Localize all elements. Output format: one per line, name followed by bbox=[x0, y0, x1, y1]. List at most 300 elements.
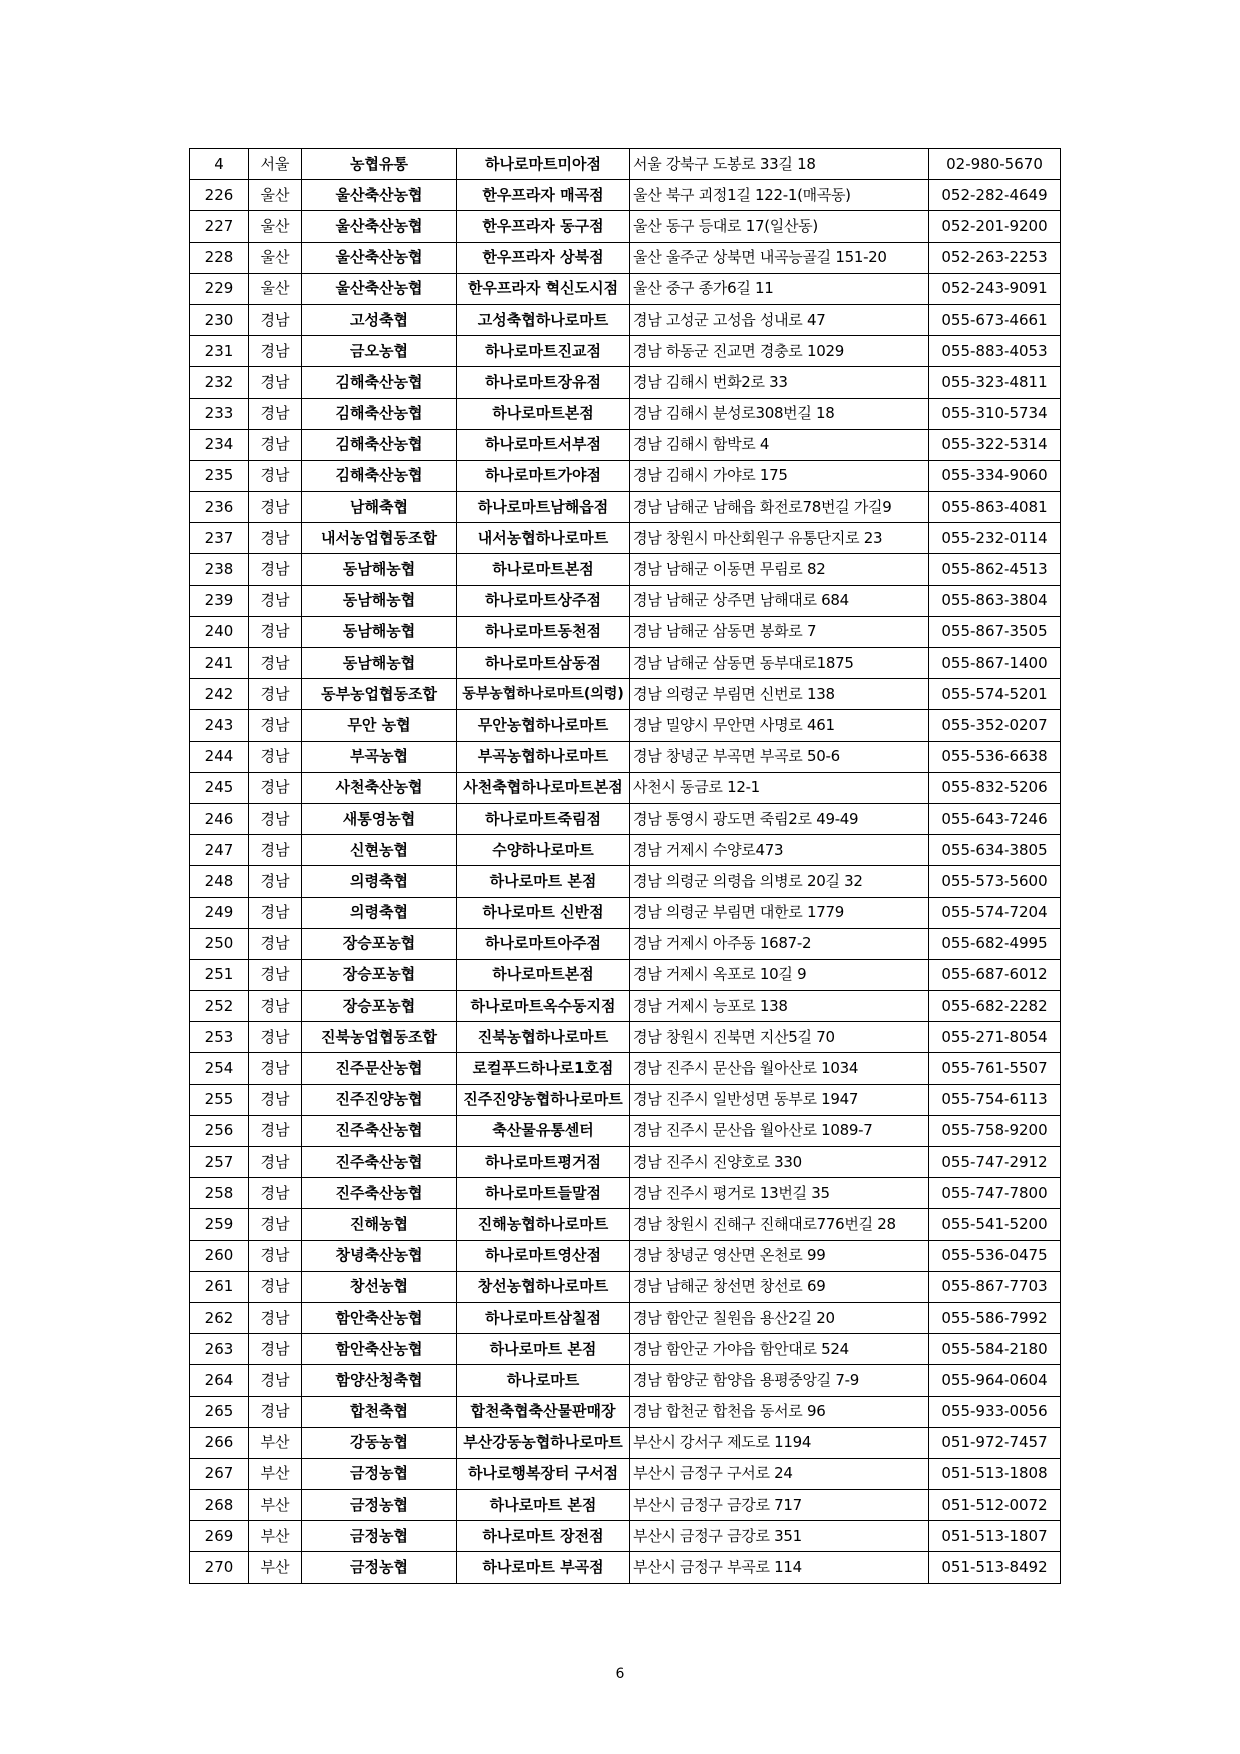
address-cell: 부산시 강서구 제도로 1194 bbox=[630, 1427, 929, 1458]
address-cell: 울산 중구 종가6길 11 bbox=[630, 273, 929, 304]
cooperative-cell: 남해축협 bbox=[302, 492, 457, 523]
table-body bbox=[190, 149, 1061, 1584]
row-number: 236 bbox=[190, 492, 249, 523]
cooperative-cell: 함안축산농협 bbox=[302, 1334, 457, 1365]
row-number: 232 bbox=[190, 367, 249, 398]
phone-cell: 055-761-5507 bbox=[929, 1053, 1061, 1084]
cooperative-cell: 진주문산농협 bbox=[302, 1053, 457, 1084]
cooperative-cell: 진북농업협동조합 bbox=[302, 1022, 457, 1053]
store-name-cell: 하나로마트미아점 bbox=[457, 149, 630, 180]
store-list-table bbox=[189, 148, 1061, 1584]
table-row bbox=[190, 1427, 1061, 1458]
table-row bbox=[190, 1053, 1061, 1084]
row-number: 255 bbox=[190, 1084, 249, 1115]
row-number: 264 bbox=[190, 1365, 249, 1396]
address-cell: 경남 남해군 삼동면 봉화로 7 bbox=[630, 616, 929, 647]
store-name-cell: 하나로마트본점 bbox=[457, 554, 630, 585]
store-name-cell: 부곡농협하나로마트 bbox=[457, 741, 630, 772]
cooperative-cell: 고성축협 bbox=[302, 304, 457, 335]
store-name-cell: 하나로마트진교점 bbox=[457, 336, 630, 367]
row-number: 259 bbox=[190, 1209, 249, 1240]
region-cell: 경남 bbox=[249, 1396, 302, 1427]
phone-cell: 055-863-4081 bbox=[929, 492, 1061, 523]
page-number: 6 bbox=[615, 1666, 625, 1682]
store-name-cell: 하나로마트아주점 bbox=[457, 928, 630, 959]
region-cell: 경남 bbox=[249, 367, 302, 398]
address-cell: 경남 의령군 부림면 대한로 1779 bbox=[630, 897, 929, 928]
phone-cell: 055-682-2282 bbox=[929, 991, 1061, 1022]
row-number: 227 bbox=[190, 211, 249, 242]
store-name-cell: 창선농협하나로마트 bbox=[457, 1271, 630, 1302]
store-name-cell: 하나로마트옥수동지점 bbox=[457, 991, 630, 1022]
cooperative-cell: 무안 농협 bbox=[302, 710, 457, 741]
row-number: 238 bbox=[190, 554, 249, 585]
cooperative-cell: 진주진양농협 bbox=[302, 1084, 457, 1115]
table-row bbox=[190, 1396, 1061, 1427]
cooperative-cell: 장승포농협 bbox=[302, 959, 457, 990]
cooperative-cell: 내서농업협동조합 bbox=[302, 523, 457, 554]
table-row bbox=[190, 1490, 1061, 1521]
cooperative-cell: 새통영농협 bbox=[302, 803, 457, 834]
table-row bbox=[190, 149, 1061, 180]
address-cell: 경남 진주시 평거로 13번길 35 bbox=[630, 1178, 929, 1209]
region-cell: 경남 bbox=[249, 772, 302, 803]
phone-cell: 055-323-4811 bbox=[929, 367, 1061, 398]
store-name-cell: 하나로마트 장전점 bbox=[457, 1521, 630, 1552]
store-name-cell: 하나로마트본점 bbox=[457, 398, 630, 429]
store-name-cell: 하나로마트 bbox=[457, 1365, 630, 1396]
region-cell: 부산 bbox=[249, 1490, 302, 1521]
phone-cell: 055-634-3805 bbox=[929, 835, 1061, 866]
store-name-cell: 동부농협하나로마트(의령) bbox=[457, 679, 630, 710]
row-number: 248 bbox=[190, 866, 249, 897]
store-name-cell: 하나로마트가야점 bbox=[457, 460, 630, 491]
address-cell: 경남 통영시 광도면 죽림2로 49-49 bbox=[630, 803, 929, 834]
address-cell: 경남 창원시 진해구 진해대로776번길 28 bbox=[630, 1209, 929, 1240]
table-row bbox=[190, 1147, 1061, 1178]
table-row bbox=[190, 460, 1061, 491]
cooperative-cell: 진해농협 bbox=[302, 1209, 457, 1240]
table-row bbox=[190, 1334, 1061, 1365]
table-row bbox=[190, 616, 1061, 647]
row-number: 244 bbox=[190, 741, 249, 772]
cooperative-cell: 금정농협 bbox=[302, 1521, 457, 1552]
cooperative-cell: 동남해농협 bbox=[302, 616, 457, 647]
store-name-cell: 하나로행복장터 구서점 bbox=[457, 1458, 630, 1489]
table-row bbox=[190, 554, 1061, 585]
table-row bbox=[190, 897, 1061, 928]
store-name-cell: 하나로마트서부점 bbox=[457, 429, 630, 460]
region-cell: 경남 bbox=[249, 460, 302, 491]
row-number: 246 bbox=[190, 803, 249, 834]
phone-cell: 055-584-2180 bbox=[929, 1334, 1061, 1365]
phone-cell: 055-754-6113 bbox=[929, 1084, 1061, 1115]
region-cell: 경남 bbox=[249, 554, 302, 585]
store-name-cell: 부산강동농협하나로마트 bbox=[457, 1427, 630, 1458]
region-cell: 경남 bbox=[249, 616, 302, 647]
table-row bbox=[190, 648, 1061, 679]
row-number: 4 bbox=[190, 149, 249, 180]
phone-cell: 055-747-7800 bbox=[929, 1178, 1061, 1209]
region-cell: 경남 bbox=[249, 991, 302, 1022]
cooperative-cell: 농협유통 bbox=[302, 149, 457, 180]
phone-cell: 055-271-8054 bbox=[929, 1022, 1061, 1053]
table-row bbox=[190, 492, 1061, 523]
table-row bbox=[190, 1302, 1061, 1333]
row-number: 245 bbox=[190, 772, 249, 803]
phone-cell: 052-243-9091 bbox=[929, 273, 1061, 304]
row-number: 250 bbox=[190, 928, 249, 959]
table-row bbox=[190, 336, 1061, 367]
region-cell: 경남 bbox=[249, 398, 302, 429]
phone-cell: 052-201-9200 bbox=[929, 211, 1061, 242]
phone-cell: 055-933-0056 bbox=[929, 1396, 1061, 1427]
store-name-cell: 하나로마트동천점 bbox=[457, 616, 630, 647]
phone-cell: 055-352-0207 bbox=[929, 710, 1061, 741]
row-number: 261 bbox=[190, 1271, 249, 1302]
phone-cell: 055-862-4513 bbox=[929, 554, 1061, 585]
store-name-cell: 하나로마트 본점 bbox=[457, 1334, 630, 1365]
region-cell: 경남 bbox=[249, 429, 302, 460]
row-number: 249 bbox=[190, 897, 249, 928]
row-number: 251 bbox=[190, 959, 249, 990]
phone-cell: 055-867-7703 bbox=[929, 1271, 1061, 1302]
address-cell: 경남 거제시 수양로473 bbox=[630, 835, 929, 866]
row-number: 262 bbox=[190, 1302, 249, 1333]
row-number: 241 bbox=[190, 648, 249, 679]
store-name-cell: 하나로마트영산점 bbox=[457, 1240, 630, 1271]
cooperative-cell: 동남해농협 bbox=[302, 554, 457, 585]
address-cell: 경남 의령군 의령읍 의병로 20길 32 bbox=[630, 866, 929, 897]
region-cell: 경남 bbox=[249, 1115, 302, 1146]
address-cell: 경남 밀양시 무안면 사명로 461 bbox=[630, 710, 929, 741]
address-cell: 경남 남해군 창선면 창선로 69 bbox=[630, 1271, 929, 1302]
address-cell: 경남 거제시 능포로 138 bbox=[630, 991, 929, 1022]
region-cell: 울산 bbox=[249, 180, 302, 211]
region-cell: 경남 bbox=[249, 523, 302, 554]
address-cell: 경남 남해군 남해읍 화전로78번길 가길9 bbox=[630, 492, 929, 523]
address-cell: 경남 함안군 가야읍 함안대로 524 bbox=[630, 1334, 929, 1365]
phone-cell: 055-310-5734 bbox=[929, 398, 1061, 429]
store-name-cell: 하나로마트 부곡점 bbox=[457, 1552, 630, 1583]
cooperative-cell: 울산축산농협 bbox=[302, 273, 457, 304]
region-cell: 경남 bbox=[249, 741, 302, 772]
address-cell: 경남 함안군 칠원읍 용산2길 20 bbox=[630, 1302, 929, 1333]
region-cell: 경남 bbox=[249, 803, 302, 834]
table-row bbox=[190, 741, 1061, 772]
row-number: 234 bbox=[190, 429, 249, 460]
phone-cell: 051-512-0072 bbox=[929, 1490, 1061, 1521]
row-number: 243 bbox=[190, 710, 249, 741]
cooperative-cell: 김해축산농협 bbox=[302, 398, 457, 429]
region-cell: 부산 bbox=[249, 1552, 302, 1583]
region-cell: 경남 bbox=[249, 1334, 302, 1365]
region-cell: 경남 bbox=[249, 1209, 302, 1240]
store-name-cell: 하나로마트상주점 bbox=[457, 585, 630, 616]
store-name-cell: 하나로마트죽림점 bbox=[457, 803, 630, 834]
cooperative-cell: 김해축산농협 bbox=[302, 367, 457, 398]
table-row bbox=[190, 835, 1061, 866]
store-name-cell: 고성축협하나로마트 bbox=[457, 304, 630, 335]
cooperative-cell: 의령축협 bbox=[302, 897, 457, 928]
cooperative-cell: 금정농협 bbox=[302, 1552, 457, 1583]
region-cell: 경남 bbox=[249, 928, 302, 959]
store-name-cell: 한우프라자 매곡점 bbox=[457, 180, 630, 211]
phone-cell: 051-513-1807 bbox=[929, 1521, 1061, 1552]
store-name-cell: 하나로마트평거점 bbox=[457, 1147, 630, 1178]
table-row bbox=[190, 1209, 1061, 1240]
table-row bbox=[190, 273, 1061, 304]
region-cell: 부산 bbox=[249, 1427, 302, 1458]
phone-cell: 055-643-7246 bbox=[929, 803, 1061, 834]
region-cell: 서울 bbox=[249, 149, 302, 180]
cooperative-cell: 진주축산농협 bbox=[302, 1178, 457, 1209]
table-row bbox=[190, 429, 1061, 460]
table-row bbox=[190, 1521, 1061, 1552]
store-name-cell: 한우프라자 동구점 bbox=[457, 211, 630, 242]
cooperative-cell: 창녕축산농협 bbox=[302, 1240, 457, 1271]
store-name-cell: 하나로마트남해읍점 bbox=[457, 492, 630, 523]
phone-cell: 055-536-0475 bbox=[929, 1240, 1061, 1271]
table-row bbox=[190, 959, 1061, 990]
phone-cell: 055-232-0114 bbox=[929, 523, 1061, 554]
table-row bbox=[190, 772, 1061, 803]
table-row bbox=[190, 1365, 1061, 1396]
store-name-cell: 수양하나로마트 bbox=[457, 835, 630, 866]
cooperative-cell: 함안축산농협 bbox=[302, 1302, 457, 1333]
phone-cell: 055-322-5314 bbox=[929, 429, 1061, 460]
cooperative-cell: 의령축협 bbox=[302, 866, 457, 897]
region-cell: 울산 bbox=[249, 242, 302, 273]
cooperative-cell: 합천축협 bbox=[302, 1396, 457, 1427]
phone-cell: 055-883-4053 bbox=[929, 336, 1061, 367]
row-number: 237 bbox=[190, 523, 249, 554]
row-number: 265 bbox=[190, 1396, 249, 1427]
row-number: 269 bbox=[190, 1521, 249, 1552]
phone-cell: 055-867-1400 bbox=[929, 648, 1061, 679]
region-cell: 경남 bbox=[249, 1271, 302, 1302]
address-cell: 경남 김해시 번화2로 33 bbox=[630, 367, 929, 398]
store-name-cell: 한우프라자 상북점 bbox=[457, 242, 630, 273]
address-cell: 부산시 금정구 구서로 24 bbox=[630, 1458, 929, 1489]
address-cell: 경남 창녕군 영산면 온천로 99 bbox=[630, 1240, 929, 1271]
address-cell: 경남 김해시 함박로 4 bbox=[630, 429, 929, 460]
address-cell: 경남 함양군 함양읍 용평중앙길 7-9 bbox=[630, 1365, 929, 1396]
region-cell: 부산 bbox=[249, 1458, 302, 1489]
phone-cell: 055-541-5200 bbox=[929, 1209, 1061, 1240]
store-name-cell: 하나로마트들말점 bbox=[457, 1178, 630, 1209]
region-cell: 경남 bbox=[249, 304, 302, 335]
row-number: 260 bbox=[190, 1240, 249, 1271]
region-cell: 경남 bbox=[249, 1053, 302, 1084]
phone-cell: 055-687-6012 bbox=[929, 959, 1061, 990]
address-cell: 울산 동구 등대로 17(일산동) bbox=[630, 211, 929, 242]
address-cell: 서울 강북구 도봉로 33길 18 bbox=[630, 149, 929, 180]
row-number: 267 bbox=[190, 1458, 249, 1489]
phone-cell: 055-747-2912 bbox=[929, 1147, 1061, 1178]
region-cell: 경남 bbox=[249, 897, 302, 928]
row-number: 254 bbox=[190, 1053, 249, 1084]
address-cell: 경남 남해군 이동면 무림로 82 bbox=[630, 554, 929, 585]
store-name-cell: 하나로마트삼칠점 bbox=[457, 1302, 630, 1333]
table-row bbox=[190, 180, 1061, 211]
phone-cell: 055-758-9200 bbox=[929, 1115, 1061, 1146]
region-cell: 경남 bbox=[249, 336, 302, 367]
cooperative-cell: 금정농협 bbox=[302, 1458, 457, 1489]
table-row bbox=[190, 710, 1061, 741]
cooperative-cell: 장승포농협 bbox=[302, 991, 457, 1022]
cooperative-cell: 강동농협 bbox=[302, 1427, 457, 1458]
address-cell: 경남 창원시 마산회원구 유통단지로 23 bbox=[630, 523, 929, 554]
cooperative-cell: 동남해농협 bbox=[302, 585, 457, 616]
address-cell: 경남 창녕군 부곡면 부곡로 50-6 bbox=[630, 741, 929, 772]
store-name-cell: 하나로마트 신반점 bbox=[457, 897, 630, 928]
row-number: 253 bbox=[190, 1022, 249, 1053]
phone-cell: 051-972-7457 bbox=[929, 1427, 1061, 1458]
phone-cell: 051-513-8492 bbox=[929, 1552, 1061, 1583]
phone-cell: 055-832-5206 bbox=[929, 772, 1061, 803]
phone-cell: 055-574-7204 bbox=[929, 897, 1061, 928]
address-cell: 경남 의령군 부림면 신번로 138 bbox=[630, 679, 929, 710]
region-cell: 경남 bbox=[249, 1240, 302, 1271]
cooperative-cell: 울산축산농협 bbox=[302, 211, 457, 242]
table-row bbox=[190, 1115, 1061, 1146]
store-name-cell: 무안농협하나로마트 bbox=[457, 710, 630, 741]
row-number: 226 bbox=[190, 180, 249, 211]
store-name-cell: 축산물유통센터 bbox=[457, 1115, 630, 1146]
table-row bbox=[190, 679, 1061, 710]
table-row bbox=[190, 1458, 1061, 1489]
row-number: 270 bbox=[190, 1552, 249, 1583]
phone-cell: 02-980-5670 bbox=[929, 149, 1061, 180]
address-cell: 경남 진주시 진양호로 330 bbox=[630, 1147, 929, 1178]
cooperative-cell: 함양산청축협 bbox=[302, 1365, 457, 1396]
row-number: 242 bbox=[190, 679, 249, 710]
region-cell: 경남 bbox=[249, 866, 302, 897]
phone-cell: 051-513-1808 bbox=[929, 1458, 1061, 1489]
cooperative-cell: 사천축산농협 bbox=[302, 772, 457, 803]
address-cell: 경남 합천군 합천읍 동서로 96 bbox=[630, 1396, 929, 1427]
row-number: 231 bbox=[190, 336, 249, 367]
address-cell: 부산시 금정구 금강로 351 bbox=[630, 1521, 929, 1552]
region-cell: 경남 bbox=[249, 679, 302, 710]
table-row bbox=[190, 1178, 1061, 1209]
region-cell: 경남 bbox=[249, 835, 302, 866]
store-name-cell: 내서농협하나로마트 bbox=[457, 523, 630, 554]
store-name-cell: 한우프라자 혁신도시점 bbox=[457, 273, 630, 304]
address-cell: 경남 창원시 진북면 지산5길 70 bbox=[630, 1022, 929, 1053]
table-row bbox=[190, 1552, 1061, 1583]
phone-cell: 055-964-0604 bbox=[929, 1365, 1061, 1396]
address-cell: 부산시 금정구 금강로 717 bbox=[630, 1490, 929, 1521]
cooperative-cell: 울산축산농협 bbox=[302, 242, 457, 273]
row-number: 266 bbox=[190, 1427, 249, 1458]
phone-cell: 055-573-5600 bbox=[929, 866, 1061, 897]
store-name-cell: 합천축협축산물판매장 bbox=[457, 1396, 630, 1427]
phone-cell: 055-586-7992 bbox=[929, 1302, 1061, 1333]
phone-cell: 055-334-9060 bbox=[929, 460, 1061, 491]
table-row bbox=[190, 866, 1061, 897]
cooperative-cell: 울산축산농협 bbox=[302, 180, 457, 211]
region-cell: 경남 bbox=[249, 959, 302, 990]
region-cell: 울산 bbox=[249, 211, 302, 242]
table-row bbox=[190, 211, 1061, 242]
address-cell: 경남 거제시 옥포로 10길 9 bbox=[630, 959, 929, 990]
table-row bbox=[190, 367, 1061, 398]
region-cell: 경남 bbox=[249, 1022, 302, 1053]
row-number: 228 bbox=[190, 242, 249, 273]
store-name-cell: 진북농협하나로마트 bbox=[457, 1022, 630, 1053]
row-number: 239 bbox=[190, 585, 249, 616]
region-cell: 경남 bbox=[249, 648, 302, 679]
row-number: 257 bbox=[190, 1147, 249, 1178]
phone-cell: 055-536-6638 bbox=[929, 741, 1061, 772]
phone-cell: 055-863-3804 bbox=[929, 585, 1061, 616]
cooperative-cell: 금정농협 bbox=[302, 1490, 457, 1521]
table-row bbox=[190, 242, 1061, 273]
row-number: 256 bbox=[190, 1115, 249, 1146]
cooperative-cell: 동남해농협 bbox=[302, 648, 457, 679]
cooperative-cell: 신현농협 bbox=[302, 835, 457, 866]
address-cell: 울산 울주군 상북면 내곡능골길 151-20 bbox=[630, 242, 929, 273]
region-cell: 경남 bbox=[249, 1365, 302, 1396]
address-cell: 경남 진주시 문산읍 월아산로 1089-7 bbox=[630, 1115, 929, 1146]
region-cell: 울산 bbox=[249, 273, 302, 304]
row-number: 263 bbox=[190, 1334, 249, 1365]
row-number: 258 bbox=[190, 1178, 249, 1209]
address-cell: 경남 거제시 아주동 1687-2 bbox=[630, 928, 929, 959]
table-row bbox=[190, 398, 1061, 429]
cooperative-cell: 김해축산농협 bbox=[302, 429, 457, 460]
region-cell: 경남 bbox=[249, 585, 302, 616]
table-row bbox=[190, 1271, 1061, 1302]
phone-cell: 052-282-4649 bbox=[929, 180, 1061, 211]
address-cell: 사천시 동금로 12-1 bbox=[630, 772, 929, 803]
region-cell: 경남 bbox=[249, 710, 302, 741]
address-cell: 부산시 금정구 부곡로 114 bbox=[630, 1552, 929, 1583]
row-number: 240 bbox=[190, 616, 249, 647]
store-name-cell: 하나로마트 본점 bbox=[457, 1490, 630, 1521]
cooperative-cell: 창선농협 bbox=[302, 1271, 457, 1302]
cooperative-cell: 부곡농협 bbox=[302, 741, 457, 772]
row-number: 268 bbox=[190, 1490, 249, 1521]
region-cell: 경남 bbox=[249, 1147, 302, 1178]
table-row bbox=[190, 523, 1061, 554]
region-cell: 경남 bbox=[249, 1178, 302, 1209]
table-row bbox=[190, 1084, 1061, 1115]
table-row bbox=[190, 928, 1061, 959]
phone-cell: 052-263-2253 bbox=[929, 242, 1061, 273]
region-cell: 부산 bbox=[249, 1521, 302, 1552]
store-name-cell: 하나로마트장유점 bbox=[457, 367, 630, 398]
table-row bbox=[190, 1022, 1061, 1053]
phone-cell: 055-867-3505 bbox=[929, 616, 1061, 647]
row-number: 230 bbox=[190, 304, 249, 335]
table-row bbox=[190, 803, 1061, 834]
cooperative-cell: 동부농업협동조합 bbox=[302, 679, 457, 710]
address-cell: 경남 남해군 삼동면 동부대로1875 bbox=[630, 648, 929, 679]
row-number: 233 bbox=[190, 398, 249, 429]
store-name-cell: 진주진양농협하나로마트 bbox=[457, 1084, 630, 1115]
cooperative-cell: 진주축산농협 bbox=[302, 1147, 457, 1178]
store-name-cell: 하나로마트본점 bbox=[457, 959, 630, 990]
region-cell: 경남 bbox=[249, 492, 302, 523]
phone-cell: 055-682-4995 bbox=[929, 928, 1061, 959]
cooperative-cell: 금오농협 bbox=[302, 336, 457, 367]
store-name-cell: 하나로마트 본점 bbox=[457, 866, 630, 897]
address-cell: 경남 진주시 일반성면 동부로 1947 bbox=[630, 1084, 929, 1115]
row-number: 229 bbox=[190, 273, 249, 304]
